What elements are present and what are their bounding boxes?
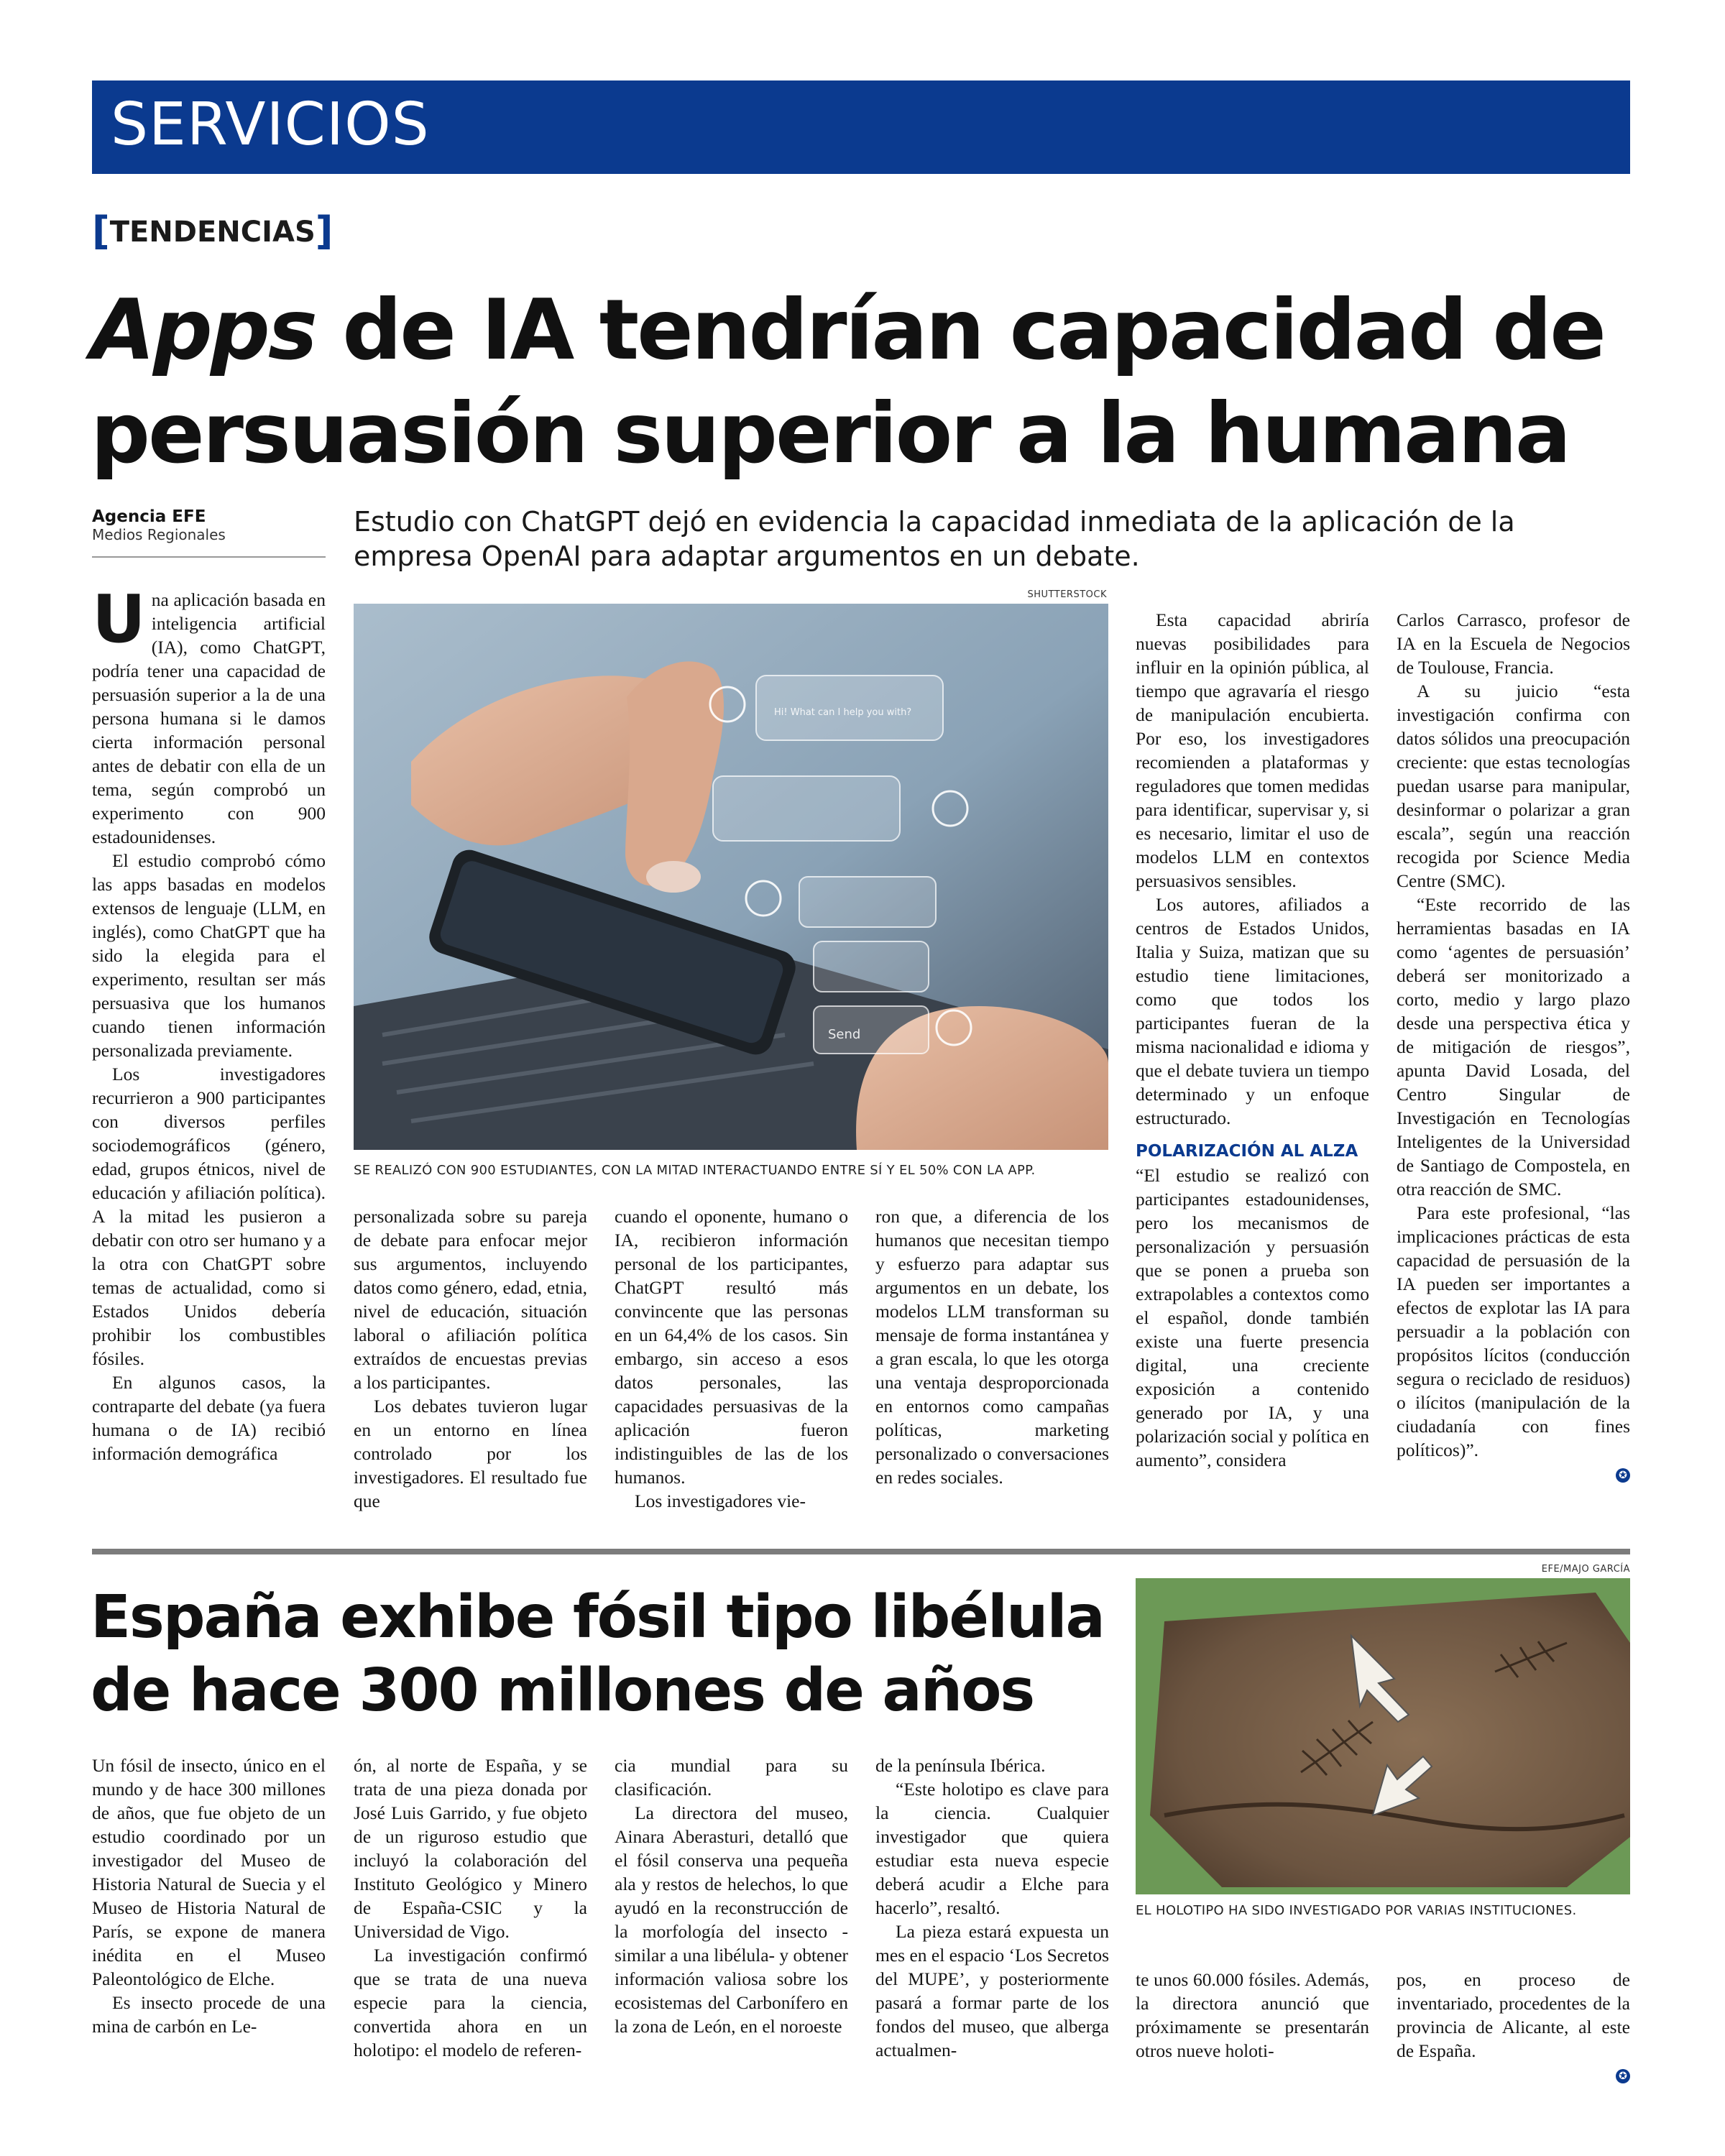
byline-agency: Agencia EFE: [92, 507, 206, 526]
kicker: [92, 206, 334, 254]
paragraph: te unos 60.000 fósiles. Además, la directora anunció que próximamente se presentarán otros nueve holoti-: [1136, 1969, 1369, 2061]
fossil-illustration: [1136, 1578, 1630, 1894]
main-photo: [354, 604, 1108, 1150]
section-title: SERVICIOS: [111, 91, 430, 159]
paragraph: La directora del museo, Ainara Aberasturi, detalló que el fósil conserva una pequeña ala y restos de helechos, lo que ayudó en la reconstrucción de la morfología del insecto -similar a una libélula- y obtener información valiosa sobre los ecosistemas del Carbonífero en la zona de León, en el noroeste: [615, 1802, 849, 2037]
paragraph: Es insecto procede de una mina de carbón en Le-: [92, 1992, 326, 2037]
paragraph: A su juicio “esta investigación confirma con datos sólidos una preocupación creciente: que estas tecnologías puedan usarse para manipular, desinformar o polarizar a gran escala”, según una reacción recogida por Science Media Centre (SMC).: [1397, 681, 1630, 891]
headline-italic-word: Apps: [91, 282, 316, 379]
paragraph: cia mundial para su clasificación.: [615, 1755, 848, 1800]
paragraph: “Este recorrido de las herramientas basadas en IA como ‘agentes de persuasión’ deberá ser monitorizado a corto, medio y largo plazo desde una perspectiva ética y de mitigación de riesgos”, apunta David Losada, del Centro Singular de Investigación en Tecnologías Inteligentes de la Universidad de Santiago de Compostela, en otra reacción de SMC.: [1397, 894, 1630, 1199]
fossil-photo-credit: EFE/MAJO GARCÍA: [1541, 1564, 1630, 1575]
kicker-bracket-right: ]: [315, 208, 334, 254]
paragraph: de la península Ibérica.: [875, 1755, 1046, 1776]
paragraph: La investigación confirmó que se trata de una nueva especie para la ciencia, convertida ahora en un holotipo: el modelo de referen-: [354, 1945, 587, 2060]
article1-column-3: [615, 1204, 848, 1513]
article2-column-4: [875, 1754, 1109, 2062]
article1-column-4: [875, 1204, 1109, 1489]
paragraph: Los autores, afiliados a centros de Estados Unidos, Italia y Suiza, matizan que su estudio tiene limitaciones, como que todos los participantes fueran de la misma nacionalidad e idioma y que el debate tuviera un tiempo determinado y un enfoque estructurado.: [1136, 894, 1369, 1128]
paragraph: ron que, a diferencia de los humanos que necesitan tiempo y esfuerzo para adaptar sus argumentos en un debate, los modelos LLM transforman su mensaje de forma instantánea y a gran escala, lo que les otorga una ventaja desproporcionada en entornos como campañas políticas, marketing personalizado o conversaciones en redes sociales.: [875, 1206, 1109, 1488]
paragraph: Los investigadores vie-: [635, 1491, 806, 1511]
paragraph: cuando el oponente, humano o IA, recibieron información personal de los participantes, ChatGPT resultó más convincente que las personas en un 64,4% de los casos. Sin embargo, sin acceso a esos datos personales, las capacidades persuasivas de la aplicación fueron indistinguibles de las de los humanos.: [615, 1206, 848, 1488]
paragraph: personalizada sobre su pareja de debate para enfocar mejor sus argumentos, incluyendo datos como género, edad, etnia, nivel de educación, situación laboral o afiliación política extraídos de encuestas previas a los participantes.: [354, 1206, 587, 1393]
article2-column-1: [92, 1754, 326, 2038]
paragraph: En algunos casos, la contraparte del debate (ya fuera humana o de IA) recibió información demográfica: [92, 1372, 326, 1464]
send-label: Send: [828, 1027, 861, 1042]
byline-outlet: Medios Regionales: [92, 526, 226, 543]
paragraph: “Este holotipo es clave para la ciencia. Cualquier investigador que quiera estudiar esta nueva especie deberá acudir a Elche para hacerlo”, resaltó.: [875, 1779, 1109, 1918]
subhead: POLARIZACIÓN AL ALZA: [1136, 1142, 1358, 1161]
paragraph: “El estudio se realizó con participantes estadounidenses, pero los mecanismos de personalización y persuasión que se ponen a prueba son extrapolables a contextos como el español, donde también existe una fuerte presencia digital, una creciente exposición a contenido generado por IA, y una polarización social y política en aumento”, considera: [1136, 1165, 1369, 1470]
article1-column-1: [92, 581, 326, 1465]
fossil-photo: [1136, 1578, 1630, 1894]
byline: [92, 507, 326, 558]
kicker-bracket-left: [: [92, 208, 110, 254]
article1-column-2: [354, 1204, 587, 1513]
paragraph: Para este profesional, “las implicaciones prácticas de esta capacidad de persuasión de la IA pueden ser importantes a efectos de explotar las IA para persuadir a la población con propósitos lícitos (conducción segura o reciclado de residuos) o ilícitos (manipulación de la ciudadanía con fines políticos)”.: [1397, 1202, 1630, 1460]
paragraph: pos, en proceso de inventariado, procedentes de la provincia de Alicante, al este de España.: [1397, 1969, 1630, 2061]
paragraph: ón, al norte de España, y se trata de una pieza donada por José Luis Garrido, y fue objeto de un riguroso estudio que incluyó la colaboración del Instituto Geológico y Minero de España-CSIC y la Universidad de Vigo.: [354, 1755, 587, 1942]
paragraph: Esta capacidad abriría nuevas posibilidades para influir en la opinión pública, al tiempo que agravaría el riesgo de manipulación encubierta. Por eso, los investigadores recomienden a plataformas y reguladores que tomen medidas para identificar, supervisar y, si es necesario, limitar el uso de modelos LLM en contextos persuasivos sensibles.: [1136, 609, 1369, 891]
dropcap: U: [92, 581, 146, 658]
paragraph: na aplicación basada en inteligencia artificial (IA), como ChatGPT, podría tener una capacidad de persuasión superior a la de una persona humana si le damos cierta información personal antes de debatir con ella de un tema, según comprobó un experimento con 900 estadounidenses.: [92, 589, 326, 847]
section-header-bar: [92, 80, 1630, 174]
article2-column-3: [615, 1754, 848, 2038]
paragraph: Un fósil de insecto, único en el mundo y de hace 300 millones de años, que fue objeto de un estudio coordinado por un investigador del Museo de Historia Natural de Suecia y el Museo de Historia Natural de París, se expone de manera inédita en el Museo Paleontológico de Elche.: [92, 1755, 326, 1989]
article1-column-5: [1136, 608, 1369, 1472]
photo-caption: SE REALIZÓ CON 900 ESTUDIANTES, CON LA MITAD INTERACTUANDO ENTRE SÍ Y EL 50% CON LA APP.: [354, 1163, 1036, 1178]
article2-column-2: [354, 1754, 587, 2062]
phone-illustration: [354, 604, 1108, 1150]
article1-column-6: [1397, 608, 1630, 1485]
paragraph: Los investigadores recurrieron a 900 participantes con diversos perfiles sociodemográficos (género, edad, grupos étnicos, nivel de educación y afiliación política). A la mitad les pusieron a debatir con otro ser humano y a la otra con ChatGPT sobre temas de actualidad, como si Estados Unidos debería prohibir los combustibles fósiles.: [92, 1064, 326, 1369]
deck-summary: Estudio con ChatGPT dejó en evidencia la capacidad inmediata de la aplicación de la empresa OpenAI para adaptar argumentos en un debate.: [354, 506, 1515, 572]
chat-bubble-text: Hi! What can I help you with?: [774, 707, 912, 718]
article2-column-6: [1397, 1968, 1630, 2086]
end-mark-icon: ✪: [1616, 1468, 1630, 1483]
article2-column-5: [1136, 1968, 1369, 2063]
paragraph: El estudio comprobó cómo las apps basadas en modelos extensos de lenguaje (LLM, en inglés), como ChatGPT que ha sido la elegida para el experimento, resultan ser más persuasiva que los humanos cuando tienen información personalizada previamente.: [92, 850, 326, 1061]
headline-text: de IA tendrían capacidad de persuasión superior a la humana: [91, 282, 1604, 482]
end-mark-icon: ✪: [1616, 2069, 1630, 2083]
kicker-label: TENDENCIAS: [109, 216, 316, 249]
fossil-photo-caption: EL HOLOTIPO HA SIDO INVESTIGADO POR VARIAS INSTITUCIONES.: [1136, 1903, 1577, 1918]
headline-secondary: España exhibe fósil tipo libélula de hace 300 millones de años: [91, 1583, 1104, 1725]
paragraph: Carlos Carrasco, profesor de IA en la Escuela de Negocios de Toulouse, Francia.: [1397, 609, 1630, 678]
paragraph: Los debates tuvieron lugar en un entorno en línea controlado por los investigadores. El resultado fue que: [354, 1396, 587, 1511]
photo-credit: SHUTTERSTOCK: [1027, 589, 1107, 600]
article-divider: [92, 1549, 1630, 1554]
headline-main: [91, 279, 1629, 486]
paragraph: La pieza estará expuesta un mes en el espacio ‘Los Secretos del MUPE’, y posteriormente pasará a formar parte de los fondos del museo, que alberga actualmen-: [875, 1921, 1110, 2060]
